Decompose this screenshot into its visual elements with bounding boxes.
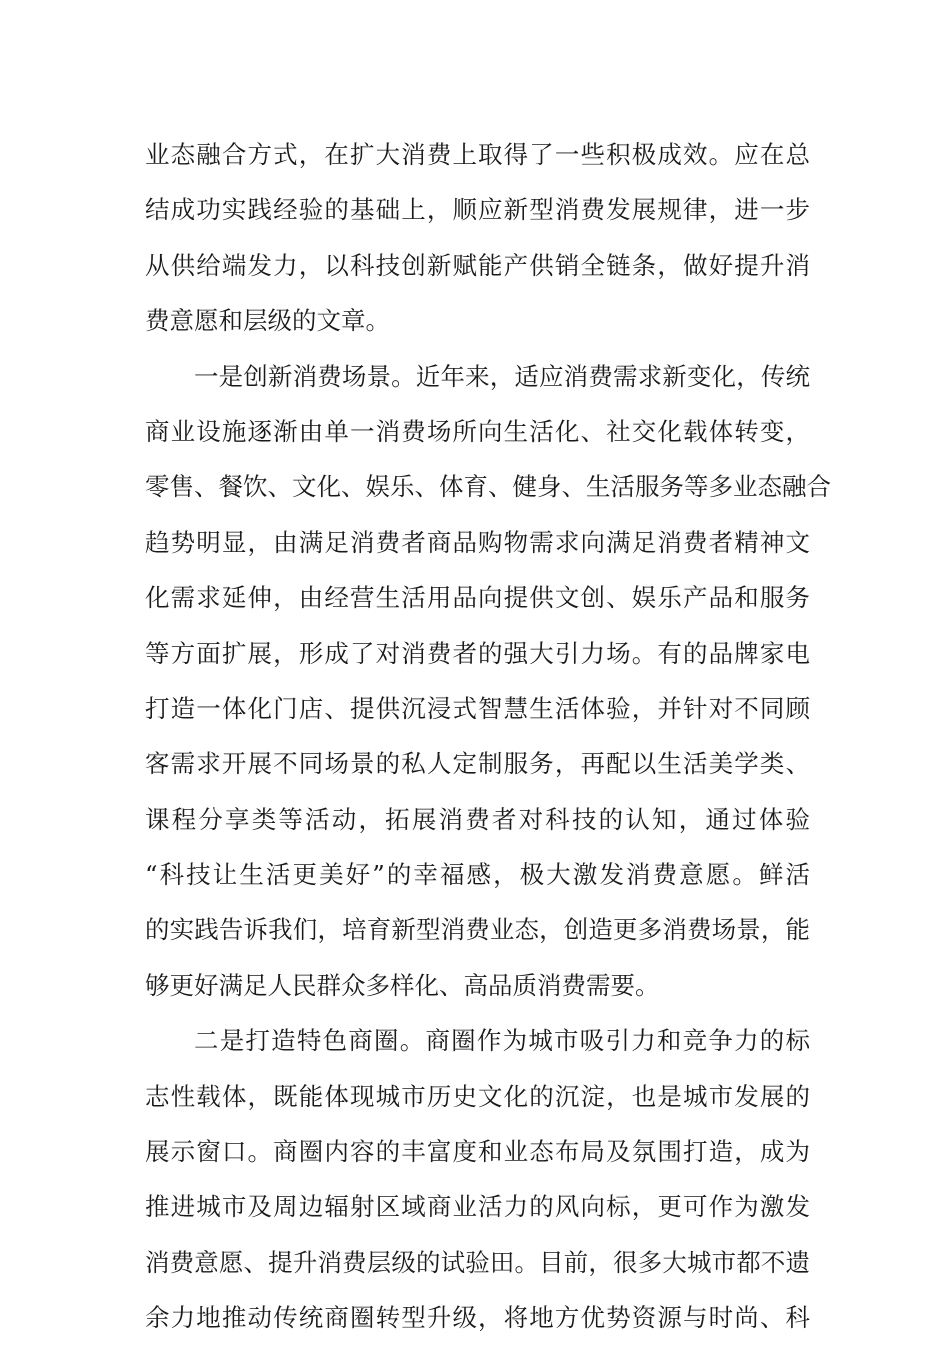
paragraph-2-line-9: 课程分享类等活动，拓展消费者对科技的认知，通过体验 [145,804,810,834]
paragraph-1-line-4: 费意愿和层级的文章。 [145,306,390,336]
paragraph-2-line-12: 够更好满足人民群众多样化、高品质消费需要。 [145,970,660,1000]
paragraph-2-line-1: 一是创新消费场景。近年来，适应消费需求新变化，传统 [194,361,810,391]
paragraph-2-line-3: 零售、餐饮、文化、娱乐、体育、健身、生活服务等多业态融合 [145,472,831,502]
paragraph-3-line-2: 志性载体，既能体现城市历史文化的沉淀，也是城市发展的 [145,1081,810,1111]
paragraph-3-line-4: 推进城市及周边辐射区域商业活力的风向标，更可作为激发 [145,1192,810,1222]
paragraph-2-line-2: 商业设施逐渐由单一消费场所向生活化、社交化载体转变， [145,416,810,446]
paragraph-2-line-10: “科技让生活更美好”的幸福感，极大激发消费意愿。鲜活 [145,860,810,890]
document-body [145,127,831,1346]
paragraph-1-line-3: 从供给端发力，以科技创新赋能产供销全链条，做好提升消 [145,250,810,280]
paragraph-3-line-1: 二是打造特色商圈。商圈作为城市吸引力和竞争力的标 [194,1026,810,1056]
paragraph-2-line-6: 等方面扩展，形成了对消费者的强大引力场。有的品牌家电 [145,638,810,668]
paragraph-3-line-3: 展示窗口。商圈内容的丰富度和业态布局及氛围打造，成为 [145,1137,810,1167]
paragraph-2-line-7: 打造一体化门店、提供沉浸式智慧生活体验，并针对不同顾 [145,693,810,723]
paragraph-1-line-1: 业态融合方式，在扩大消费上取得了一些积极成效。应在总 [145,140,810,169]
paragraph-2-line-4: 趋势明显，由满足消费者商品购物需求向满足消费者精神文 [145,527,810,557]
paragraph-1-line-2: 结成功实践经验的基础上，顺应新型消费发展规律，进一步 [145,195,810,225]
paragraph-3-line-5: 消费意愿、提升消费层级的试验田。目前，很多大城市都不遗 [145,1247,810,1277]
paragraph-2-line-11: 的实践告诉我们，培育新型消费业态，创造更多消费场景，能 [145,915,810,945]
paragraph-3-line-6: 余力地推动传统商圈转型升级，将地方优势资源与时尚、科 [145,1303,810,1333]
paragraph-2-line-5: 化需求延伸，由经营生活用品向提供文创、娱乐产品和服务 [145,583,810,613]
paragraph-2-line-8: 客需求开展不同场景的私人定制服务，再配以生活美学类、 [145,749,810,779]
